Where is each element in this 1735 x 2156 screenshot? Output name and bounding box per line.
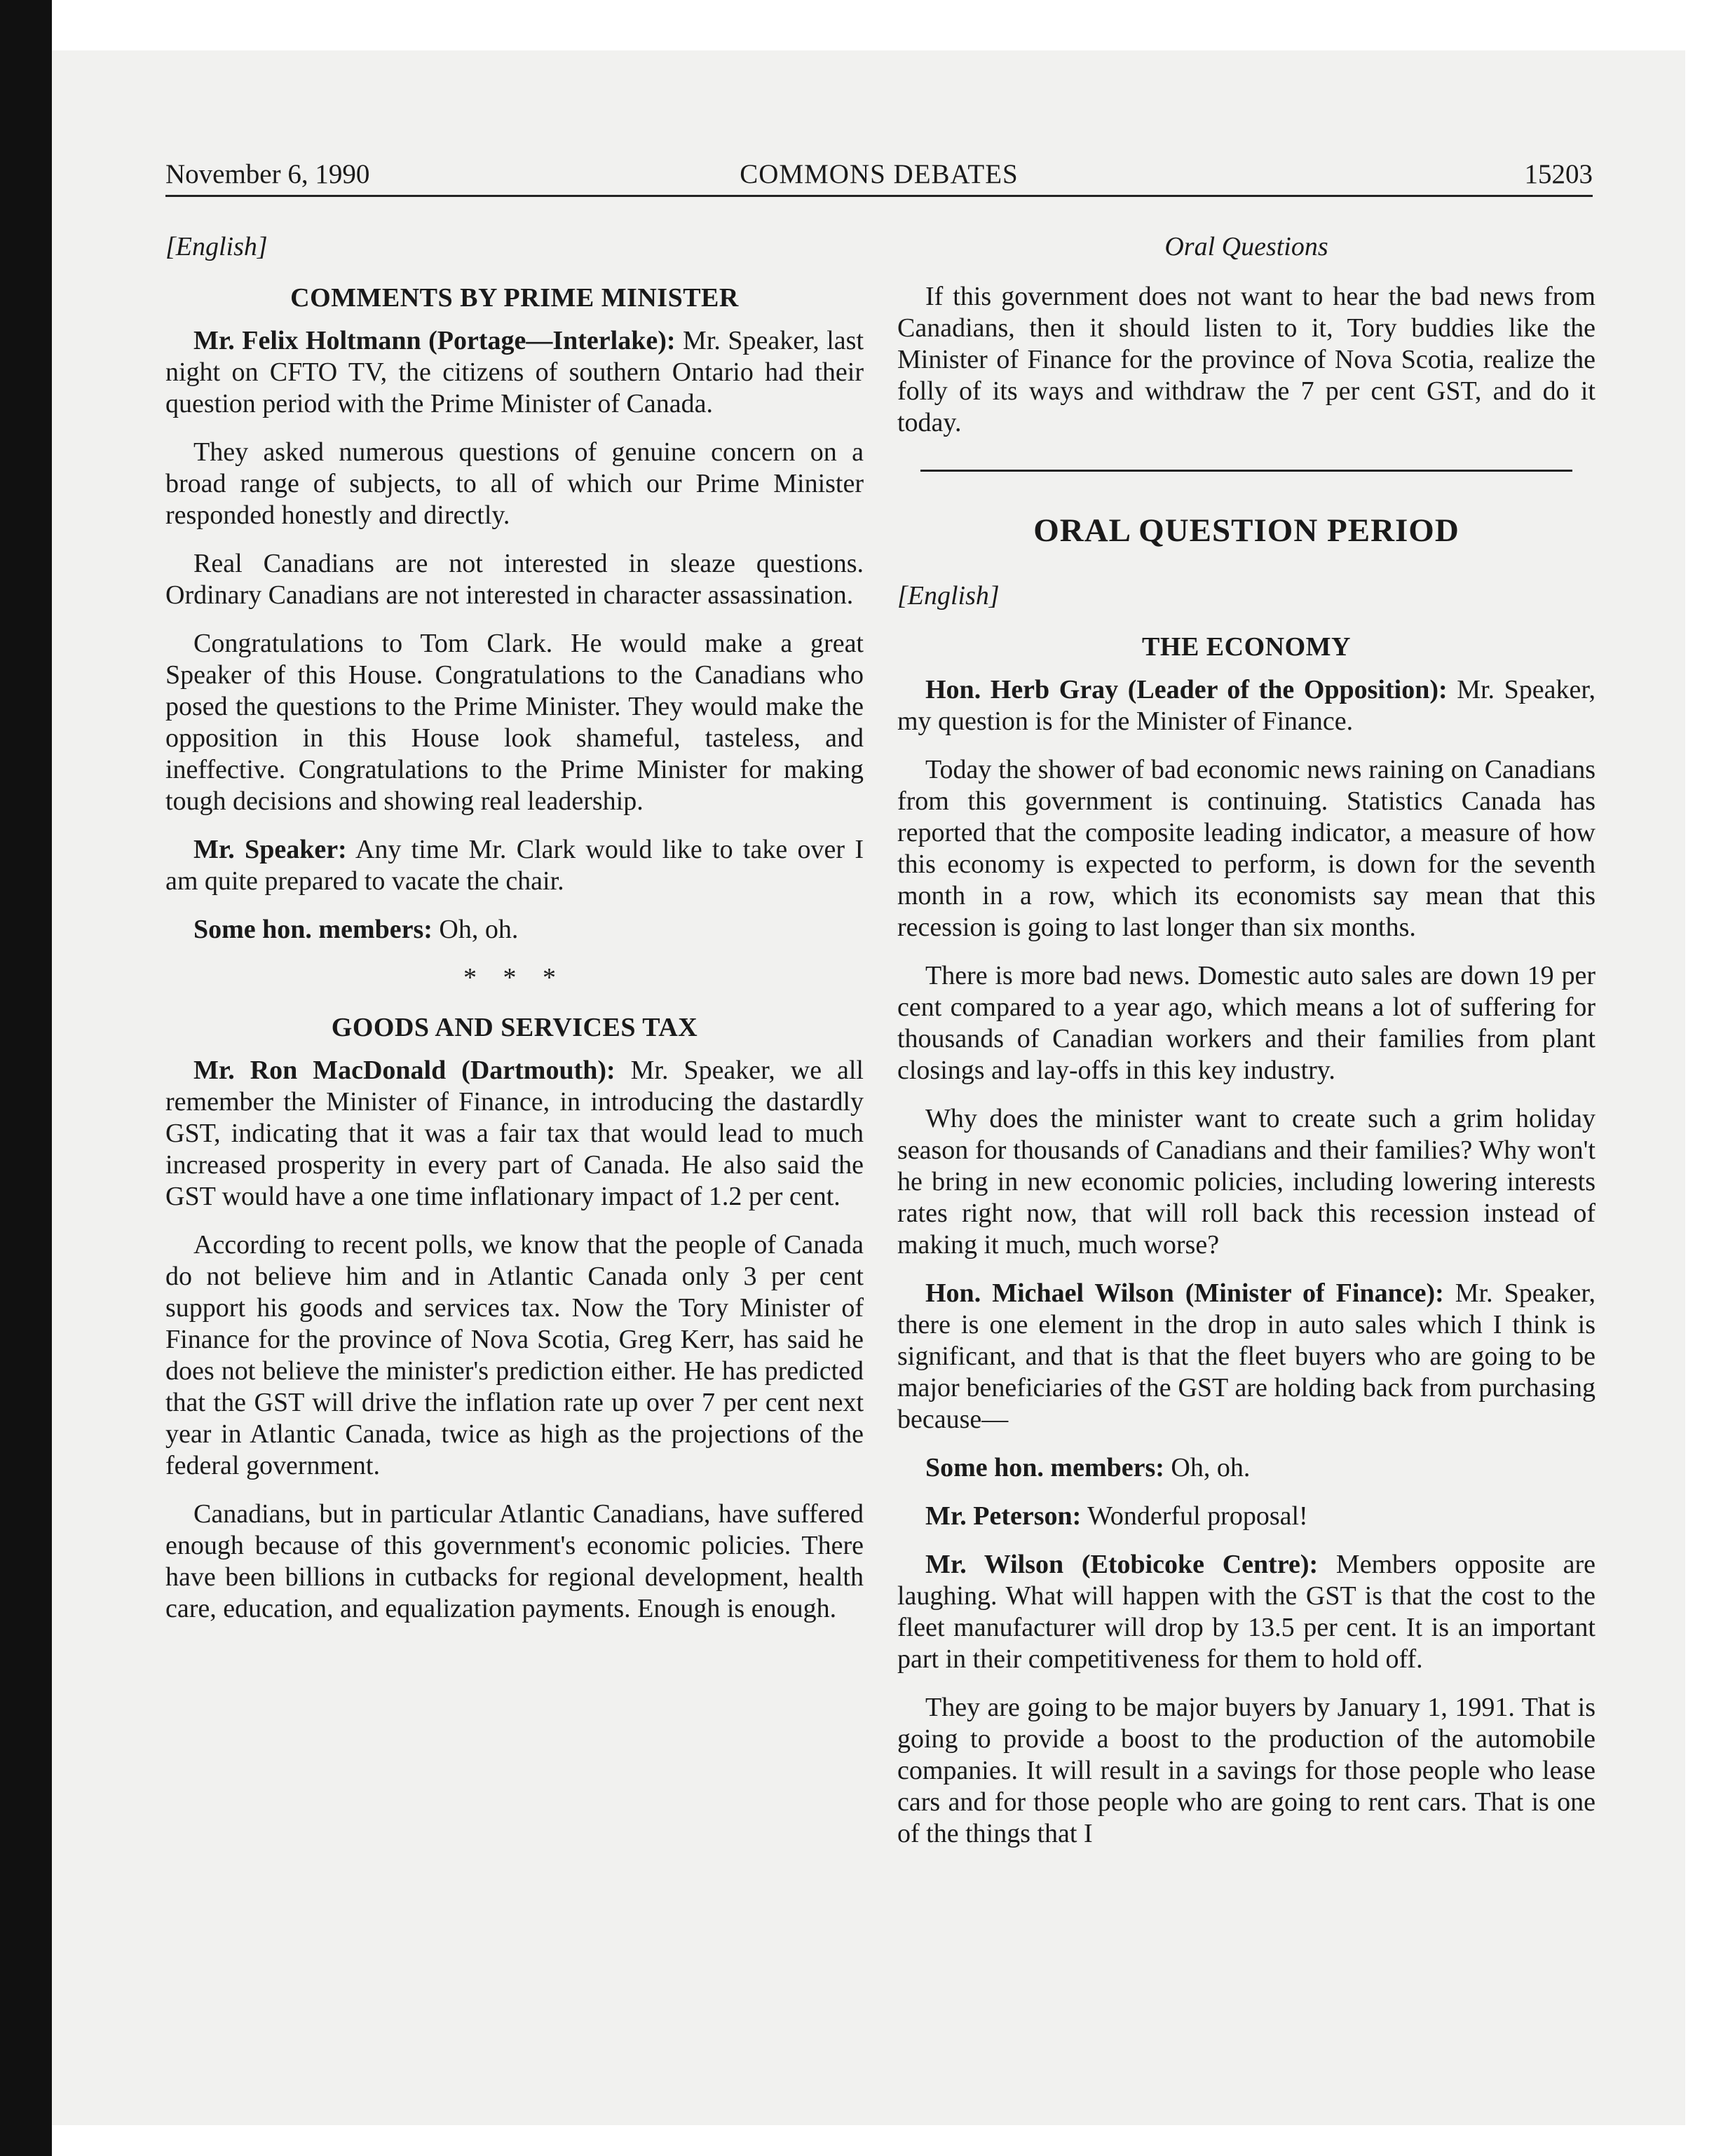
left-column	[165, 231, 864, 1642]
major-heading-oral-question-period: ORAL QUESTION PERIOD	[1033, 512, 1460, 549]
speech-text: Any time Mr. Clark would like to take over I am quite prepared to vacate the chair.	[165, 835, 864, 896]
speaker-name: Mr. Wilson (Etobicoke Centre):	[925, 1550, 1319, 1579]
paragraph: Today the shower of bad economic news raining on Canadians from this government is continuing. Statistics Canada has reported that the composite leading indicator, a measure of how this economy is expected to perform, is down for the seventh month in a row, which its economists say mean that this recession is going to last longer than six months.	[897, 755, 1595, 942]
paragraph	[165, 1055, 864, 1213]
speech-text: Mr. Speaker, we all remember the Minister of Finance, in introducing the dastardly GST, indicating that it was a fair tax that would lead to much increased prosperity in every part of Canada. He also said the GST would have a one time inflationary impact of 1.2 per cent.	[165, 1056, 864, 1211]
header-title: COMMONS DEBATES	[740, 159, 1019, 189]
paragraph	[897, 674, 1595, 737]
section-rule	[920, 470, 1572, 472]
section-heading-gst: GOODS AND SERVICES TAX	[331, 1013, 698, 1042]
speaker-name: Hon. Herb Gray (Leader of the Opposition):	[925, 675, 1448, 704]
paragraph: There is more bad news. Domestic auto sales are down 19 per cent compared to a year ago, which means a lot of suffering for thousands of Canadian workers and their families from plant closings and lay-offs in this key industry.	[897, 961, 1595, 1085]
speaker-name: Mr. Ron MacDonald (Dartmouth):	[193, 1056, 615, 1085]
speech-text: Members opposite are laughing. What will happen with the GST is that the cost to the fleet manufacturer will drop by 13.5 per cent. It is an important part in their competitiveness for them to hold off.	[897, 1550, 1595, 1674]
paragraph	[165, 914, 864, 946]
section-heading-economy: THE ECONOMY	[1142, 632, 1351, 662]
paragraph: They are going to be major buyers by January 1, 1991. That is going to provide a boost to the production of the automobile companies. It will result in a savings for those people who lease cars and for those people who are going to rent cars. That is one of the things that I	[897, 1693, 1595, 1848]
paragraph	[165, 834, 864, 897]
language-tag: [English]	[897, 581, 1000, 610]
scan-top-margin	[52, 0, 1735, 50]
header-date: November 6, 1990	[165, 159, 370, 189]
paragraph: They asked numerous questions of genuine concern on a broad range of subjects, to all of which our Prime Minister responded honestly and directly.	[165, 437, 864, 530]
speaker-name: Hon. Michael Wilson (Minister of Finance):	[925, 1278, 1444, 1308]
speaker-name: Some hon. members:	[925, 1453, 1164, 1482]
speech-text: Mr. Speaker, my question is for the Minister of Finance.	[897, 675, 1595, 736]
paragraph: If this government does not want to hear the bad news from Canadians, then it should listen to it, Tory buddies like the Minister of Finance for the province of Nova Scotia, realize the folly of its ways and withdraw the 7 per cent GST, and do it today.	[897, 282, 1595, 437]
speaker-name: Mr. Felix Holtmann (Portage—Interlake):	[193, 326, 676, 355]
speaker-name: Some hon. members:	[193, 915, 433, 944]
header-rule	[165, 195, 1593, 197]
paragraph	[165, 325, 864, 420]
speech-text: Mr. Speaker, last night on CFTO TV, the citizens of southern Ontario had their question period with the Prime Minister of Canada.	[165, 326, 864, 418]
speech-text: Wonderful proposal!	[1081, 1501, 1308, 1531]
header-page-number: 15203	[1524, 159, 1593, 189]
speech-text: Mr. Speaker, there is one element in the drop in auto sales which I think is significant, and that is that the fleet buyers who are going to be major beneficiaries of the GST are holding back from purchasing because—	[897, 1278, 1595, 1434]
scan-left-border	[0, 0, 52, 2156]
speech-text: Oh, oh.	[1164, 1453, 1251, 1482]
paragraph: Congratulations to Tom Clark. He would make a great Speaker of this House. Congratulations to the Canadians who posed the questions to the Prime Minister. They would make the opposition in this House look shameful, tasteless, and ineffective. Congratulations to the Prime Minister for making tough decisions and showing real leadership.	[165, 629, 864, 816]
paragraph: Real Canadians are not interested in sleaze questions. Ordinary Canadians are not interested in character assassination.	[165, 549, 864, 610]
paragraph	[897, 1452, 1595, 1484]
paragraph	[897, 1549, 1595, 1675]
paragraph: Canadians, but in particular Atlantic Canadians, have suffered enough because of this government's economic policies. There have been billions in cutbacks for regional development, health care, education, and equalization payments. Enough is enough.	[165, 1499, 864, 1623]
paragraph: Why does the minister want to create such a grim holiday season for thousands of Canadians and their families? Why won't he bring in new economic policies, including lowering interests rates right now, that will roll back this recession instead of making it much, much worse?	[897, 1104, 1595, 1260]
running-head: Oral Questions	[1164, 232, 1328, 261]
page-header	[165, 156, 1593, 193]
section-separator: * * *	[463, 963, 566, 992]
paragraph	[897, 1278, 1595, 1435]
section-heading-comments: COMMENTS BY PRIME MINISTER	[290, 283, 739, 313]
paragraph: According to recent polls, we know that the people of Canada do not believe him and in Atlantic Canada only 3 per cent support his goods and services tax. Now the Tory Minister of Finance for the province of Nova Scotia, Greg Kerr, has said he does not believe the minister's prediction either. He has predicted that the GST will drive the inflation rate up over 7 per cent next year in Atlantic Canada, twice as high as the projections of the federal government.	[165, 1230, 864, 1480]
speaker-name: Mr. Speaker:	[193, 835, 347, 864]
speech-text: Oh, oh.	[432, 915, 519, 944]
right-column	[897, 231, 1595, 1867]
paragraph	[897, 1501, 1595, 1532]
language-tag: [English]	[165, 232, 268, 261]
speaker-name: Mr. Peterson:	[925, 1501, 1082, 1531]
